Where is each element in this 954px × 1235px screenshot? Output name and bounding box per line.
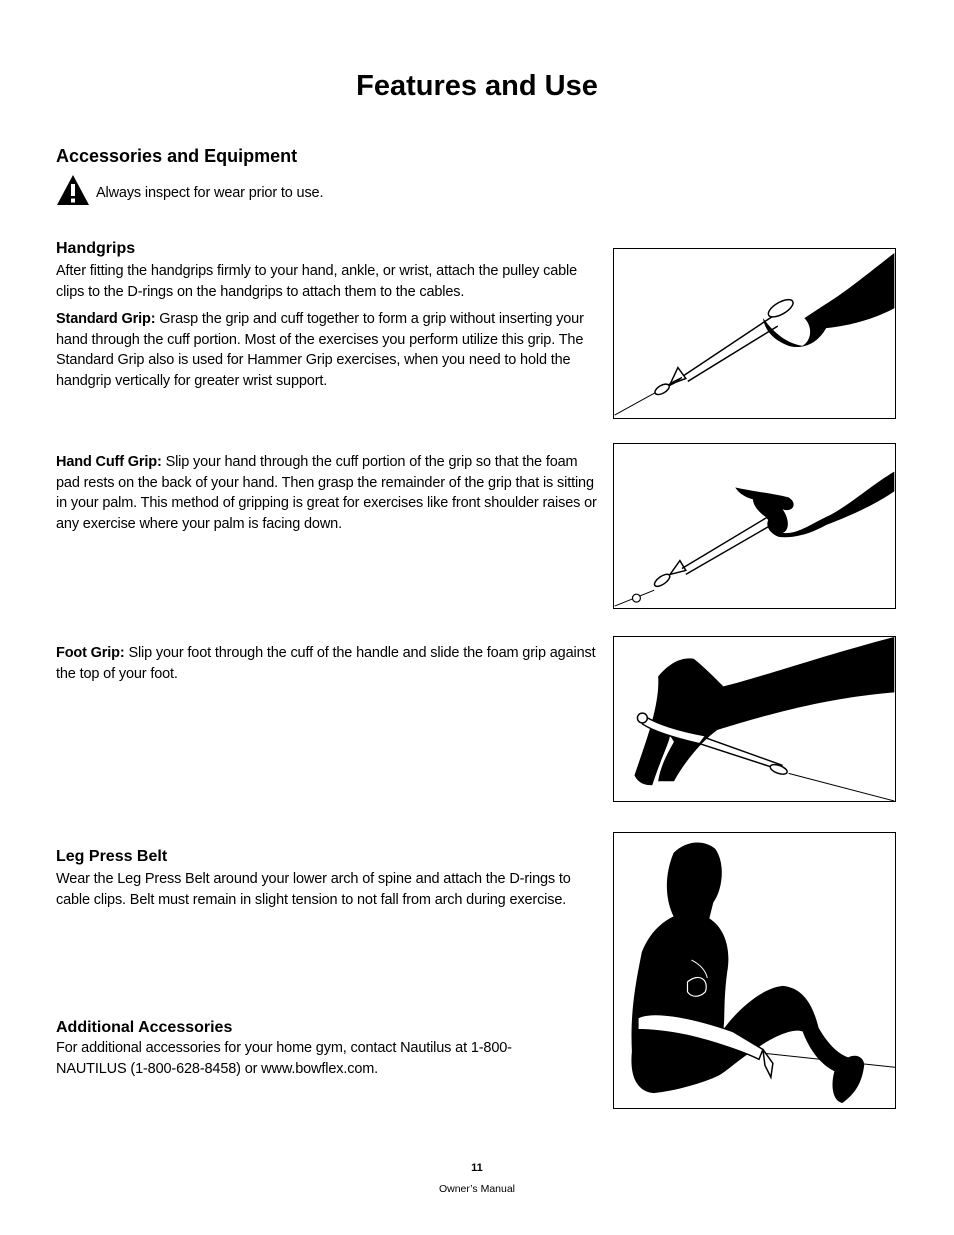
foot-grip-text: Slip your foot through the cuff of the handle and slide the foam grip against the top of your foot. [56, 645, 596, 682]
handgrips-heading: Handgrips [56, 240, 136, 257]
standard-grip-text: Grasp the grip and cuff together to form a grip without inserting your hand through the cuff portion. Most of the exercises you perform utilize this grip. The Standard Grip also is used for Hammer Grip exercises, when you need to hold the handgrip vertically for greater wrist support. [56, 311, 584, 389]
hand-cuff-grip-illustration [613, 443, 896, 609]
handgrips-intro: After fitting the handgrips firmly to your hand, ankle, or wrist, attach the pulley cable clips to the D-rings on the handgrips to attach them to the cables. [56, 263, 578, 300]
additional-heading: Additional Accessories [56, 1019, 233, 1036]
hand-cuff-grip-label: Hand Cuff Grip: [56, 454, 162, 470]
hand-cuff-grip-paragraph [56, 452, 601, 534]
standard-grip-illustration [613, 248, 896, 419]
standard-grip-label: Standard Grip: [56, 311, 156, 327]
additional-text: For additional accessories for your home gym, contact Nautilus at 1-800-NAUTILUS (1-800-628-8458) or www.bowflex.com. [56, 1040, 512, 1077]
foot-grip-illustration [613, 636, 896, 802]
foot-grip-paragraph [56, 643, 601, 684]
page-number: 11 [471, 1162, 483, 1174]
foot-grip-label: Foot Grip: [56, 645, 125, 661]
warning-text: Always inspect for wear prior to use. [96, 184, 324, 201]
leg-press-belt-illustration [613, 832, 896, 1109]
hand-cuff-grip-text: Slip your hand through the cuff portion of the grip so that the foam pad rests on the back of your hand. Then grasp the remainder of the grip that is sitting in your palm. This method of gripping is great for exercises like front shoulder raises or any exercise where your palm is facing down. [56, 454, 597, 532]
page-footer: Owner’s Manual [438, 1183, 516, 1195]
page-title: Features and Use [356, 70, 598, 102]
standard-grip-paragraph [56, 309, 601, 391]
leg-press-text: Wear the Leg Press Belt around your lower arch of spine and attach the D-rings to cable clips. Belt must remain in slight tension to not fall from arch during exercise. [56, 871, 571, 908]
warning-triangle-icon [56, 174, 90, 211]
warning-note [56, 174, 323, 211]
accessories-heading: Accessories and Equipment [56, 146, 298, 166]
leg-press-heading: Leg Press Belt [56, 848, 168, 865]
